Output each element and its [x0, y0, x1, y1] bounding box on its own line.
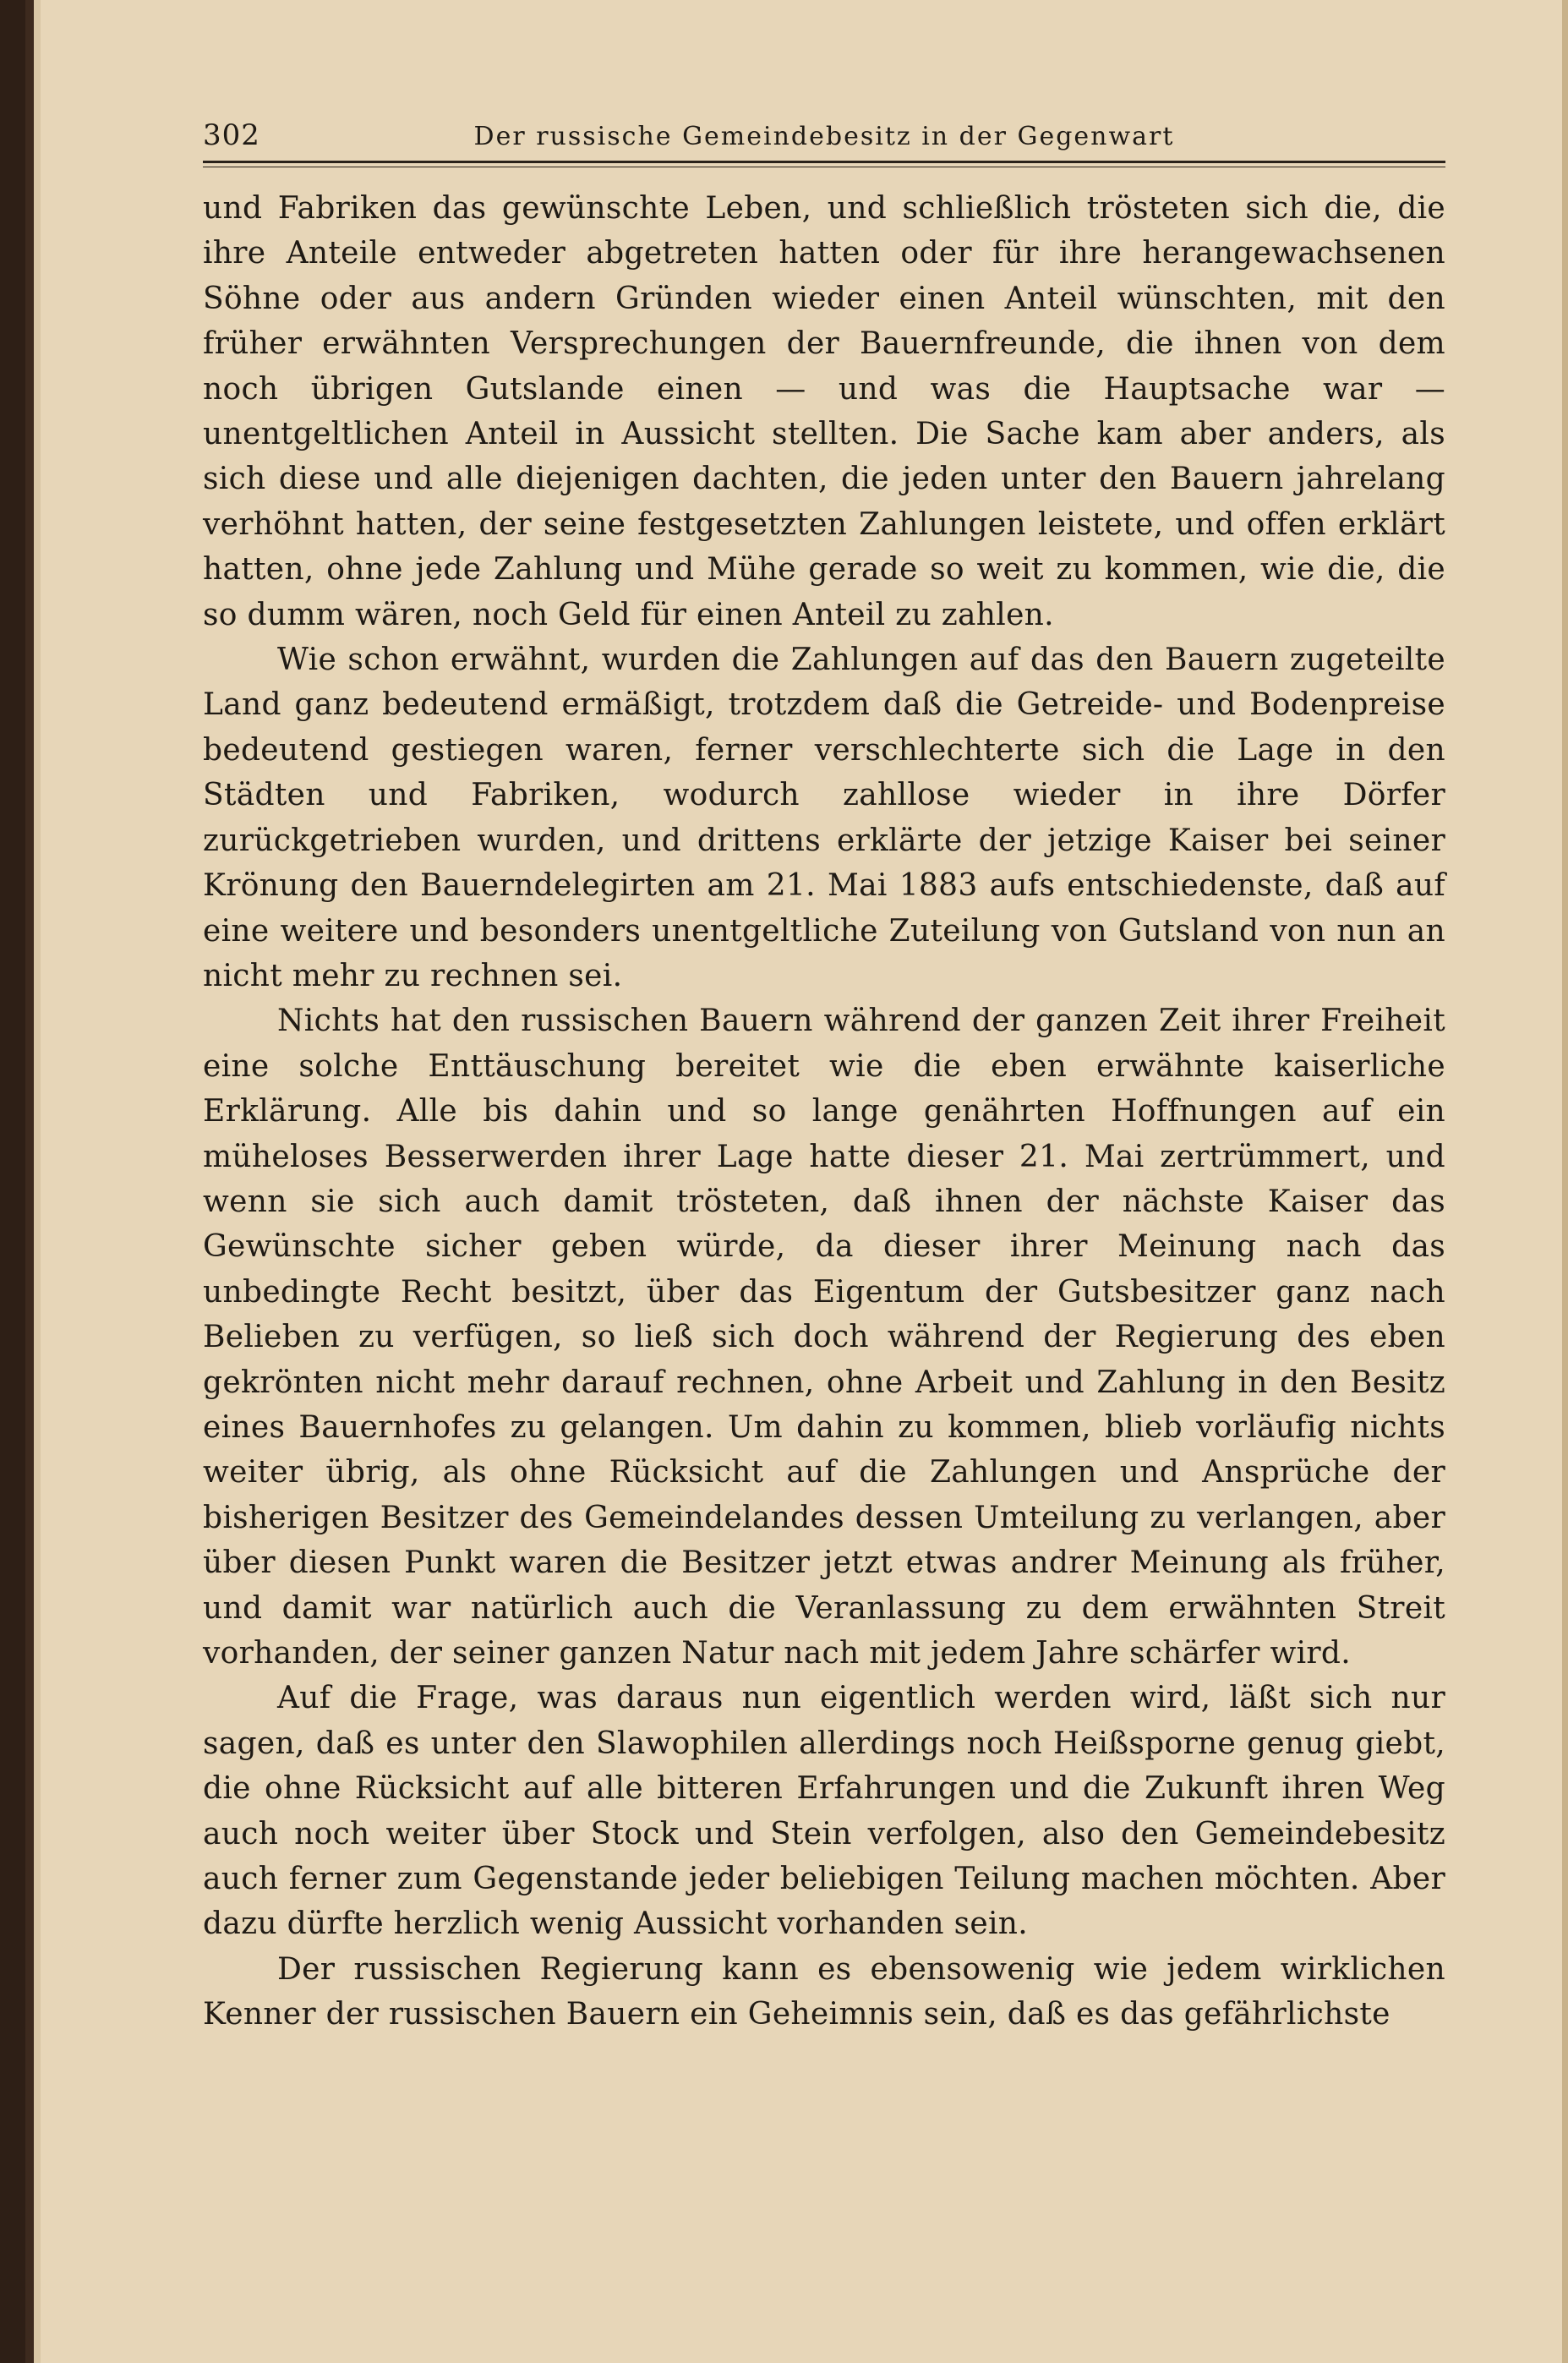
paragraph-4: Auf die Frage, was daraus nun eigentlich werden wird, läßt sich nur sagen, daß es unter den Slawophilen allerdings noch Heißsporne genug giebt, die ohne Rücksicht auf alle bitteren Erfahrungen und die Zukunft ihren Weg auch noch weiter über Stock und Stein verfolgen, also den Gemeindebesitz auch ferner zum Gegenstande jeder beliebigen Teilung machen möchten. Aber dazu dürfte herzlich wenig Aussicht vorhanden sein.	[203, 1681, 1445, 1942]
paragraph-1: und Fabriken das gewünschte Leben, und schließlich trösteten sich die, die ihre Anteile entweder abgetreten hatten oder für ihre herangewachsenen Söhne oder aus andern Gründen wieder einen Anteil wünschten, mit den früher erwähnten Versprechungen der Bauernfreunde, die ihnen von dem noch übrigen Gutslande einen — und was die Hauptsache war — unentgeltlichen Anteil in Aussicht stellten. Die Sache kam aber anders, als sich diese und alle diejenigen dachten, die jeden unter den Bauern jahrelang verhöhnt hatten, der seine festgesetzten Zahlungen leistete, und offen erklärt hatten, ohne jede Zahlung und Mühe gerade so weit zu kommen, wie die, die so dumm wären, noch Geld für einen Anteil zu zahlen.	[203, 191, 1445, 632]
paragraph-3: Nichts hat den russischen Bauern während der ganzen Zeit ihrer Freiheit eine solche Enttäuschung bereitet wie die eben erwähnte kaiserliche Erklärung. Alle bis dahin und so lange genährten Hoffnungen auf ein müheloses Besserwerden ihrer Lage hatte dieser 21. Mai zertrümmert, und wenn sie sich auch damit trösteten, daß ihnen der nächste Kaiser das Gewünschte sicher geben würde, da dieser ihrer Meinung nach das unbedingte Recht besitzt, über das Eigentum der Gutsbesitzer ganz nach Belieben zu verfügen, so ließ sich doch während der Regierung des eben gekrönten nicht mehr darauf rechnen, ohne Arbeit und Zahlung in den Besitz eines Bauernhofes zu gelangen. Um dahin zu kommen, blieb vorläufig nichts weiter übrig, als ohne Rücksicht auf die Zahlungen und Ansprüche der bisherigen Besitzer des Gemeindelandes dessen Umteilung zu verlangen, aber über diesen Punkt waren die Besitzer jetzt etwas andrer Meinung als früher, und damit war natürlich auch die Veranlassung zu dem erwähnten Streit vorhanden, der seiner ganzen Natur nach mit jedem Jahre schärfer wird.	[203, 1004, 1445, 1671]
page-number: 302	[203, 118, 260, 152]
binding-edge	[0, 0, 25, 2363]
running-head: Der russische Gemeindebesitz in der Gegenwart	[473, 122, 1175, 151]
paragraph-2: Wie schon erwähnt, wurden die Zahlungen auf das den Bauern zugeteilte Land ganz bedeutend ermäßigt, trotzdem daß die Getreide- und Bodenpreise bedeutend gestiegen waren, ferner verschlechterte sich die Lage in den Städten und Fabriken, wodurch zahllose wieder in ihre Dörfer zurückgetrieben wurden, und drittens erklärte der jetzige Kaiser bei seiner Krönung den Bauerndelegirten am 21. Mai 1883 aufs entschiedenste, daß auf eine weitere und besonders unentgeltliche Zuteilung von Gutsland von nun an nicht mehr zu rechnen sei.	[203, 643, 1445, 993]
text-block	[203, 118, 1445, 2038]
paragraph-5: Der russischen Regierung kann es ebensowenig wie jedem wirklichen Kenner der russischen Bauern ein Geheimnis sein, daß es das gefährlichste	[203, 1951, 1445, 2032]
body-text	[203, 186, 1445, 2038]
page-header	[203, 118, 1445, 163]
